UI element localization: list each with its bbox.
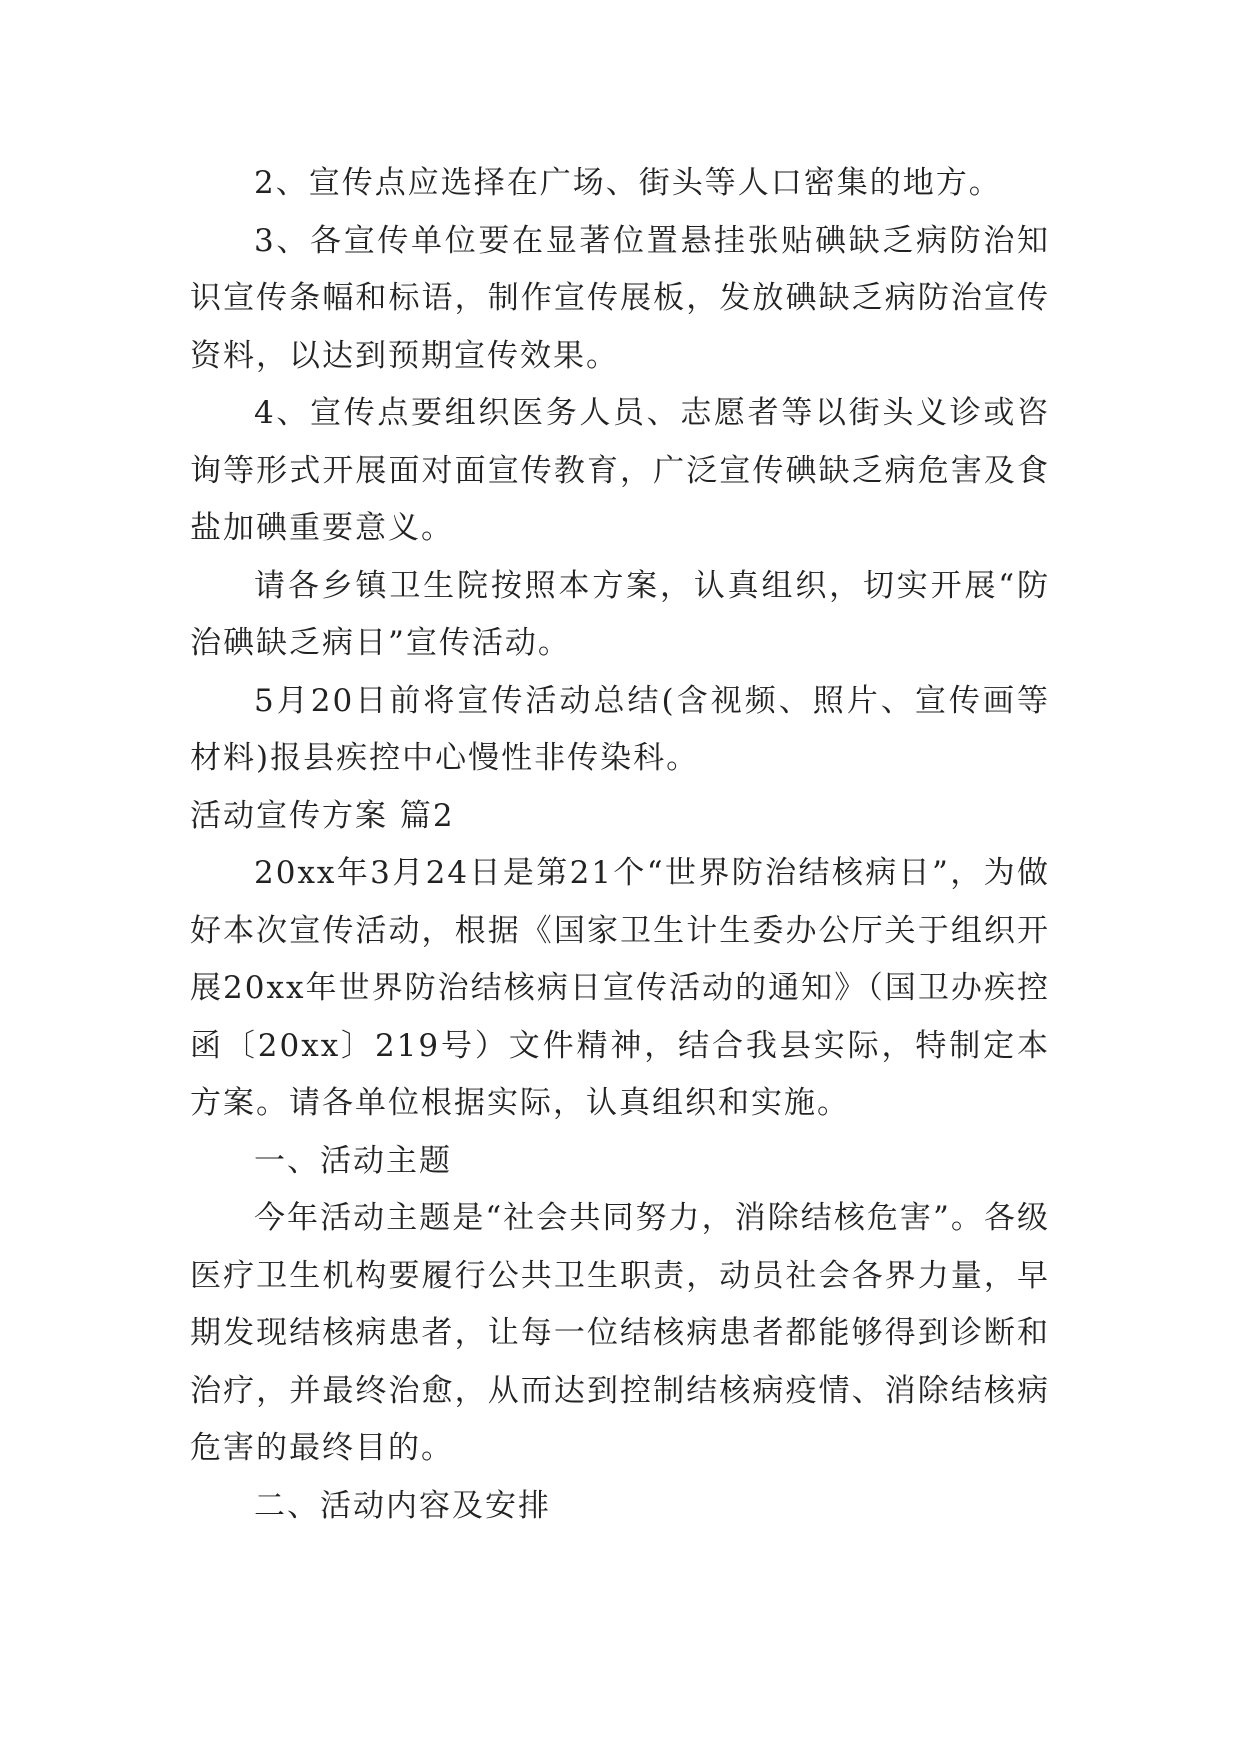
document-body [190,155,1050,1535]
subheading-theme: 一、活动主题 [254,1142,452,1179]
subheading-content: 二、活动内容及安排 [254,1487,551,1524]
paragraph-notice: 请各乡镇卫生院按照本方案，认真组织，切实开展“防治碘缺乏病日”宣传活动。 [190,567,1050,661]
paragraph-item-2: 2、宣传点应选择在广场、街头等人口密集的地方。 [254,165,1002,201]
paragraph-item-4: 4、宣传点要组织医务人员、志愿者等以街头义诊或咨询等形式开展面对面宣传教育，广泛宣传碘缺乏病危害及食盐加碘重要意义。 [190,395,1050,546]
paragraph-deadline: 5月20日前将宣传活动总结(含视频、照片、宣传画等材料)报县疾控中心慢性非传染科。 [190,682,1050,776]
paragraph-intro: 20xx年3月24日是第21个“世界防治结核病日”，为做好本次宣传活动，根据《国家卫生计生委办公厅关于组织开展20xx年世界防治结核病日宣传活动的通知》（国卫办疾控函〔20xx〕219号）文件精神，结合我县实际，特制定本方案。请各单位根据实际，认真组织和实施。 [190,855,1050,1121]
paragraph-item-3: 3、各宣传单位要在显著位置悬挂张贴碘缺乏病防治知识宣传条幅和标语，制作宣传展板，发放碘缺乏病防治宣传资料，以达到预期宣传效果。 [190,222,1050,374]
paragraph-theme: 今年活动主题是“社会共同努力，消除结核危害”。各级医疗卫生机构要履行公共卫生职责，动员社会各界力量，早期发现结核病患者，让每一位结核病患者都能够得到诊断和治疗，并最终治愈，从而达到控制结核病疫情、消除结核病危害的最终目的。 [190,1200,1050,1466]
section-heading: 活动宣传方案 篇2 [190,797,455,834]
